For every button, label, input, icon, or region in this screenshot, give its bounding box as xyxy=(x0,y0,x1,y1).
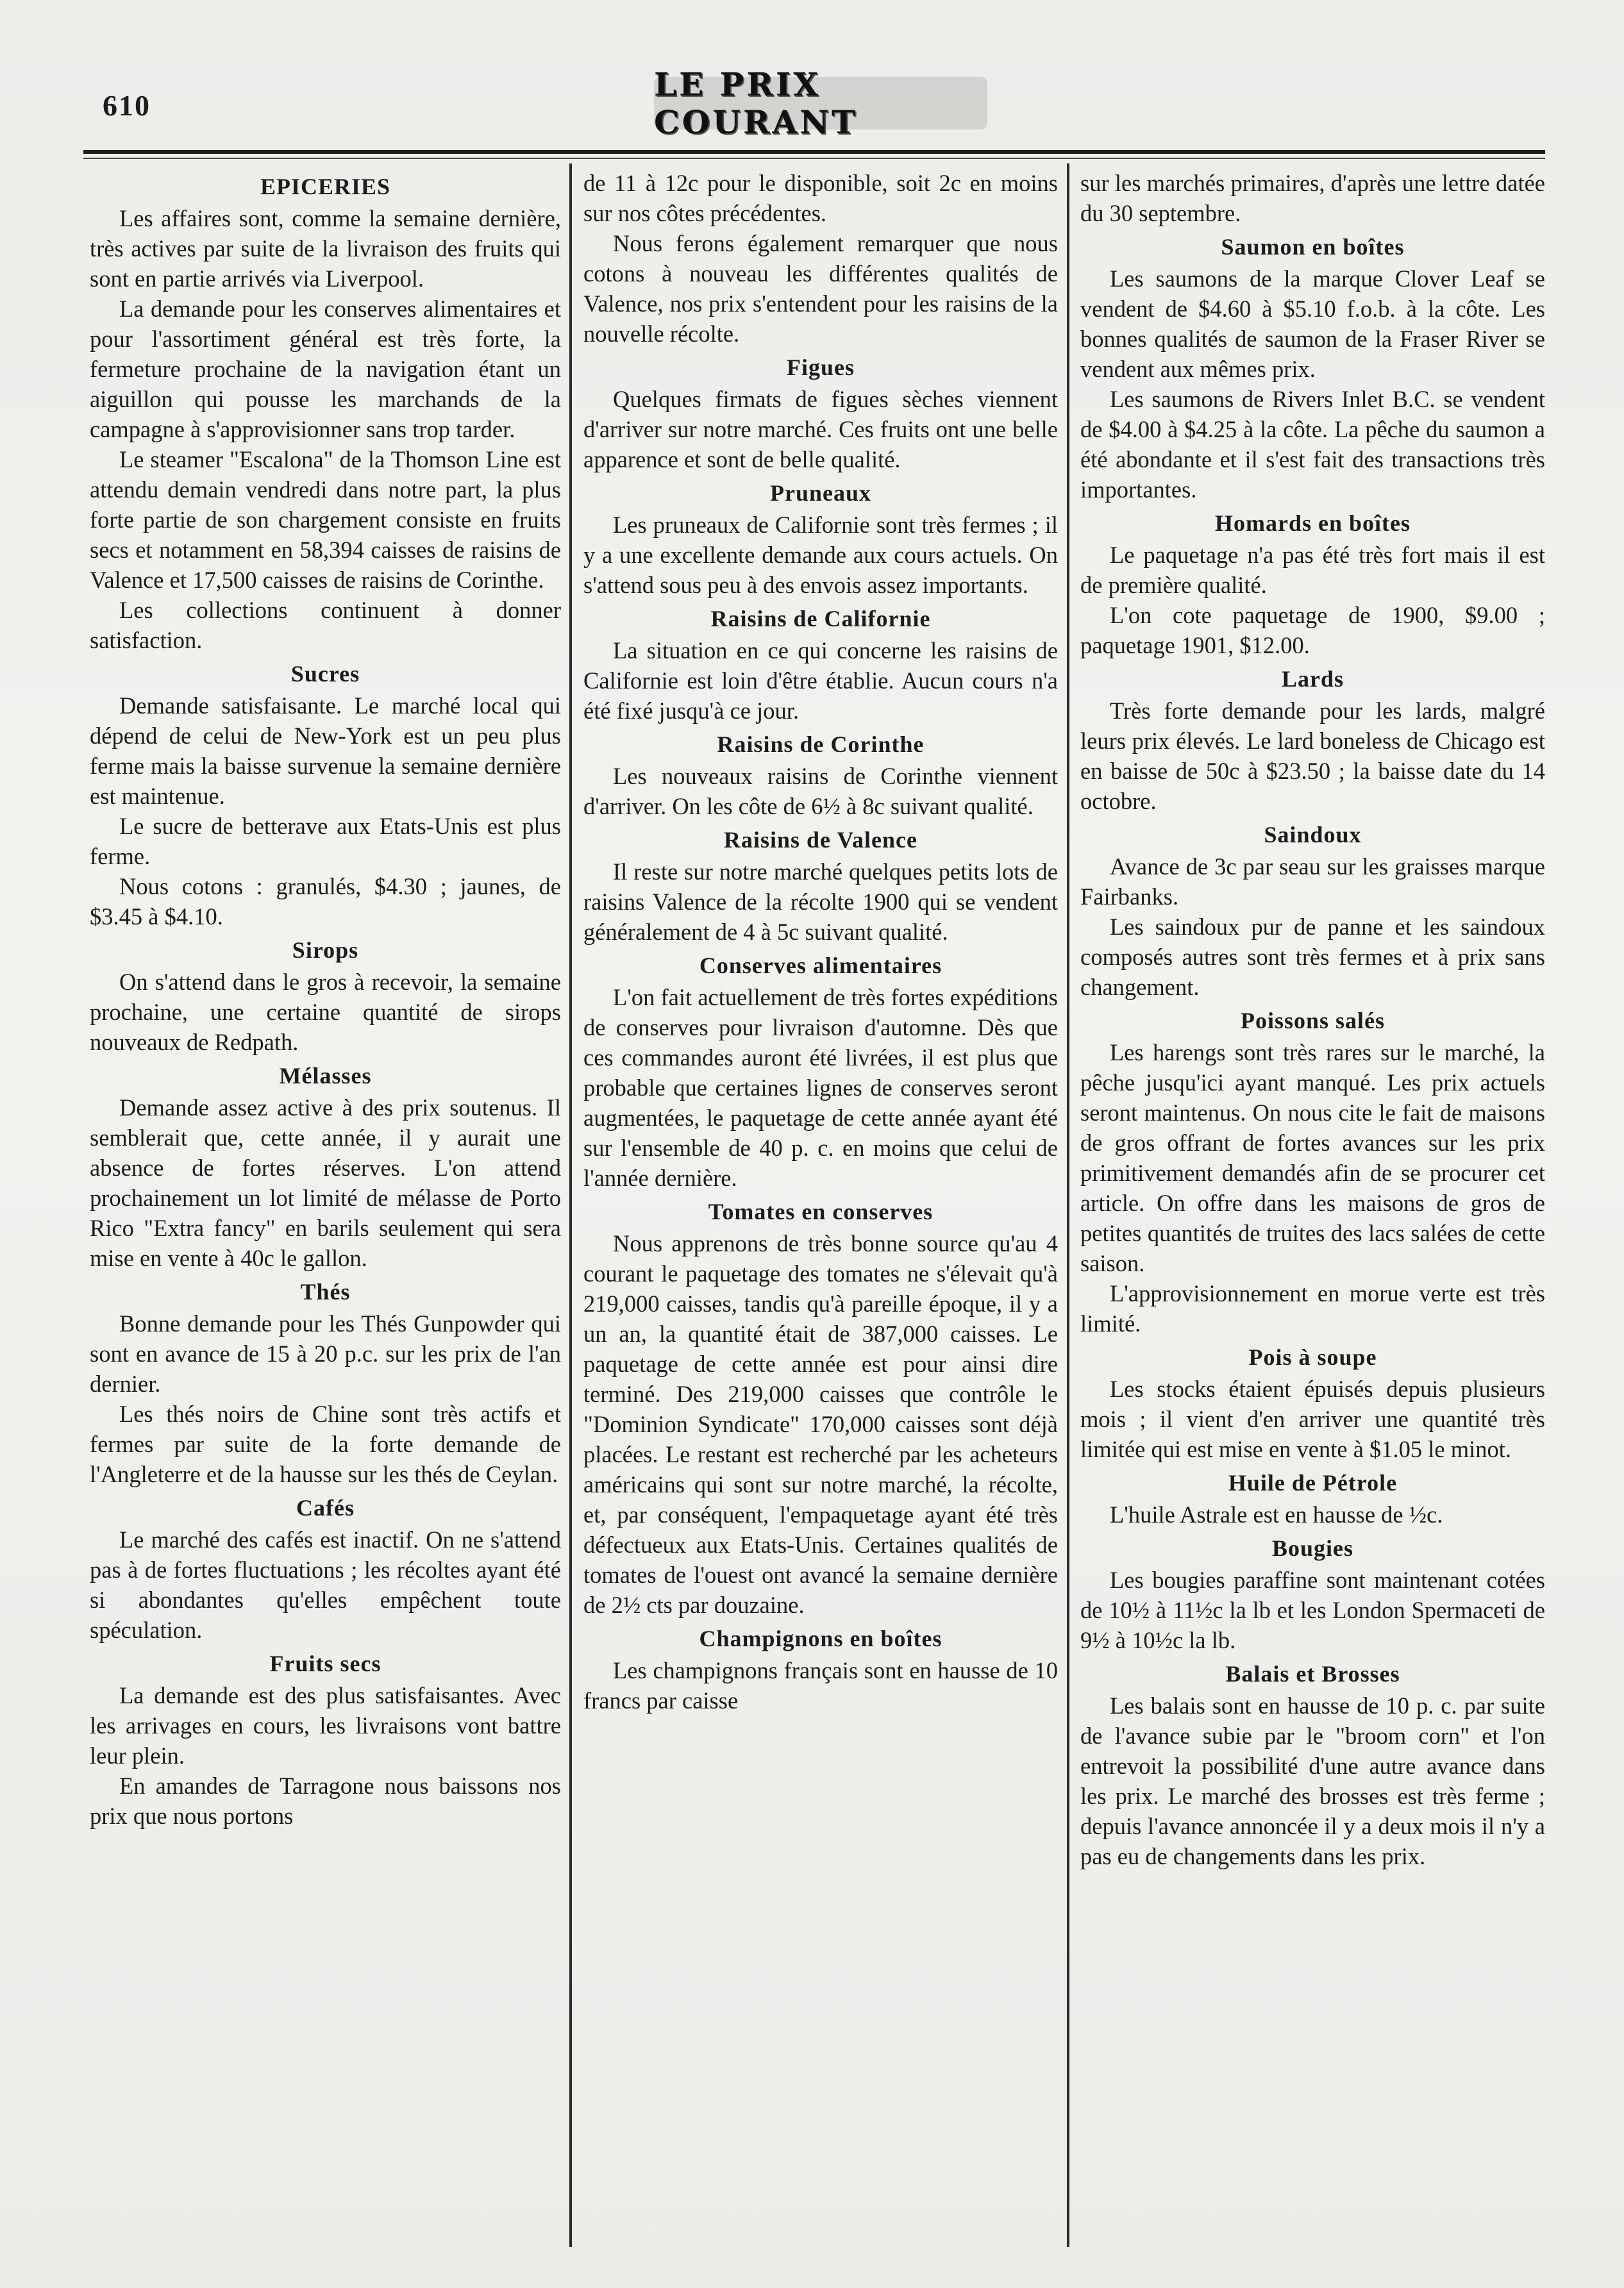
article-paragraph: On s'attend dans le gros à recevoir, la semaine prochaine, une certaine quantité de sirops nouveaux de Redpath. xyxy=(90,969,561,1055)
article-paragraph: Les stocks étaient épuisés depuis plusieurs mois ; il vient d'en arriver une quantité très limitée qui est mise en vente à $1.05 le minot. xyxy=(1080,1376,1545,1462)
section-heading: Cafés xyxy=(296,1495,355,1521)
article-paragraph: Nous ferons également remarquer que nous cotons à nouveau les différentes qualités de Valence, nos prix s'entendent pour les raisins de la nouvelle récolte. xyxy=(583,230,1058,347)
article-paragraph: Les saindoux pur de panne et les saindoux composés autres sont très fermes et à prix sans changement. xyxy=(1080,914,1545,1000)
article-paragraph: Très forte demande pour les lards, malgré leurs prix élevés. Le lard boneless de Chicago est en baisse de 50c à $23.50 ; la baisse date du 14 octobre. xyxy=(1080,697,1545,814)
article-paragraph: La situation en ce qui concerne les raisins de Californie est loin d'être établie. Aucun cours n'a été fixé jusqu'à ce jour. xyxy=(583,637,1058,724)
article-paragraph: Les harengs sont très rares sur le marché, la pêche jusqu'ici ayant manqué. Les prix actuels seront maintenus. On nous cite le fait de maisons de gros offrant de fortes avances sur les prix primitivement demandés afin de se procurer cet article. On offre dans les maisons de gros de petites quantités de truites des lacs salées de cette saison. xyxy=(1080,1039,1545,1276)
article-paragraph: Demande assez active à des prix soutenus. Il semblerait que, cette année, il y aurait une absence de fortes réserves. L'on attend prochainement un lot limité de mélasse de Porto Rico "Extra fancy" en barils seulement qui sera mise en vente à 40c le gallon. xyxy=(90,1094,561,1271)
section-heading: Poissons salés xyxy=(1240,1008,1385,1033)
section-heading: Figues xyxy=(786,355,855,380)
section-heading: Bougies xyxy=(1271,1535,1354,1561)
article-paragraph: Il reste sur notre marché quelques petits lots de raisins Valence de la récolte 1900 qui se vendent généralement de 4 à 5c suivant qualité. xyxy=(583,858,1058,945)
section-heading: Raisins de Californie xyxy=(710,606,931,631)
article-paragraph: L'on cote paquetage de 1900, $9.00 ; paquetage 1901, $12.00. xyxy=(1080,602,1545,658)
article-paragraph: Le marché des cafés est inactif. On ne s'attend pas à de fortes fluctuations ; les récoltes ayant été si abondantes qu'elles empêchent toute spéculation. xyxy=(90,1526,561,1643)
section-heading: Saindoux xyxy=(1264,822,1362,848)
article-paragraph: La demande pour les conserves alimentaires et pour l'assortiment général est très forte, la fermeture prochaine de la navigation étant un aiguillon qui pousse les marchands de la campagne à s'approvisionner sans trop tarder. xyxy=(90,296,561,442)
header-rule-thin xyxy=(83,158,1545,159)
section-heading: Homards en boîtes xyxy=(1215,510,1411,536)
section-heading: Raisins de Valence xyxy=(723,827,918,853)
article-paragraph: Les collections continuent à donner satisfaction. xyxy=(90,597,561,653)
article-paragraph: Les champignons français sont en hausse de 10 francs par caisse xyxy=(583,1657,1058,1714)
article-paragraph: L'approvisionnement en morue verte est très limité. xyxy=(1080,1280,1545,1337)
article-paragraph: Les saumons de Rivers Inlet B.C. se vendent de $4.00 à $4.25 à la côte. La pêche du saumon a été abondante et il s'est fait des transactions très importantes. xyxy=(1080,386,1545,503)
article-paragraph: Les bougies paraffine sont maintenant cotées de 10½ à 11½c la lb et les London Spermaceti de 9½ à 10½c la lb. xyxy=(1080,1567,1545,1653)
article-paragraph: Avance de 3c par seau sur les graisses marque Fairbanks. xyxy=(1080,853,1545,910)
article-paragraph: Quelques firmats de figues sèches viennent d'arriver sur notre marché. Ces fruits ont une belle apparence et sont de belle qualité. xyxy=(583,386,1058,472)
section-heading: Tomates en conserves xyxy=(708,1199,933,1224)
section-heading: Sucres xyxy=(290,661,360,687)
section-heading: Huile de Pétrole xyxy=(1228,1470,1398,1496)
section-heading: Saumon en boîtes xyxy=(1221,234,1405,260)
article-paragraph: de 11 à 12c pour le disponible, soit 2c en moins sur nos côtes précédentes. xyxy=(583,170,1058,226)
article-paragraph: Bonne demande pour les Thés Gunpowder qui sont en avance de 15 à 20 p.c. sur les prix de l'an dernier. xyxy=(90,1310,561,1397)
article-paragraph: Le paquetage n'a pas été très fort mais il est de première qualité. xyxy=(1080,542,1545,598)
section-heading: Raisins de Corinthe xyxy=(717,731,925,757)
article-paragraph: Les saumons de la marque Clover Leaf se vendent de $4.60 à $5.10 f.o.b. à la côte. Les bonnes qualités de saumon de la Fraser River se vendent aux mêmes prix. xyxy=(1080,265,1545,382)
section-heading: EPICERIES xyxy=(260,174,391,199)
section-heading: Pois à soupe xyxy=(1248,1344,1377,1370)
section-heading: Sirops xyxy=(292,937,359,963)
article-paragraph: Demande satisfaisante. Le marché local qui dépend de celui de New-York est un peu plus ferme mais la baisse survenue la semaine dernière est maintenue. xyxy=(90,692,561,809)
masthead: LE PRIX COURANT xyxy=(654,77,987,129)
section-heading: Thés xyxy=(300,1279,351,1305)
article-paragraph: Nous cotons : granulés, $4.30 ; jaunes, de $3.45 à $4.10. xyxy=(90,873,561,930)
page-number: 610 xyxy=(103,89,151,122)
article-paragraph: Les affaires sont, comme la semaine dernière, très actives par suite de la livraison des fruits qui sont en partie arrivés via Liverpool. xyxy=(90,205,561,292)
section-heading: Fruits secs xyxy=(269,1651,381,1676)
section-heading: Lards xyxy=(1281,666,1344,692)
column-divider xyxy=(1067,163,1069,2247)
article-paragraph: Nous apprenons de très bonne source qu'au 4 courant le paquetage des tomates ne s'élevait qu'à 219,000 caisses, tandis qu'à pareille époque, il y a un an, la quantité était de 387,000 caisses. Le paquetage de cette année est pour ainsi dire terminé. Des 219,000 caisses que contrôle le "Dominion Syndicate" 170,000 caisses sont déjà placées. Le restant est recherché par les acheteurs américains qui sont sur notre marché, la récolte, et, par conséquent, l'empaquetage ayant été très défectueux aux Etats-Unis. Certaines qualités de tomates de l'ouest ont avancé la semaine dernière de 2½ cts par douzaine. xyxy=(583,1230,1058,1618)
article-paragraph: Les thés noirs de Chine sont très actifs et fermes par suite de la forte demande de l'Angleterre et de la hausse sur les thés de Ceylan. xyxy=(90,1401,561,1487)
article-paragraph: Les balais sont en hausse de 10 p. c. par suite de l'avance subie par le "broom corn" et l'on entrevoit la possibilité d'une autre avance dans les prix. Le marché des brosses est très ferme ; depuis l'avance annoncée il y a deux mois il n'y a pas eu de changements dans les prix. xyxy=(1080,1692,1545,1869)
column-2 xyxy=(583,168,1058,2226)
article-paragraph: Le sucre de betterave aux Etats-Unis est plus ferme. xyxy=(90,813,561,869)
article-paragraph: La demande est des plus satisfaisantes. Avec les arrivages en cours, les livraisons vont battre leur plein. xyxy=(90,1682,561,1769)
article-paragraph: L'on fait actuellement de très fortes expéditions de conserves pour livraison d'automne. Dès que ces commandes auront été livrées, il est plus que probable que certaines lignes de conserves seront augmentées, le paquetage de cette année ayant été sur l'ensemble de 40 p. c. en moins que celui de l'année dernière. xyxy=(583,984,1058,1191)
article-paragraph: En amandes de Tarragone nous baissons nos prix que nous portons xyxy=(90,1773,561,1829)
article-paragraph: Les nouveaux raisins de Corinthe viennent d'arriver. On les côte de 6½ à 8c suivant qualité. xyxy=(583,763,1058,819)
column-divider xyxy=(569,163,572,2247)
column-3 xyxy=(1080,168,1545,2226)
header-rule xyxy=(83,150,1545,154)
section-heading: Balais et Brosses xyxy=(1225,1661,1400,1687)
section-heading: Conserves alimentaires xyxy=(699,953,942,978)
section-heading: Mélasses xyxy=(279,1063,372,1089)
article-paragraph: L'huile Astrale est en hausse de ½c. xyxy=(1110,1501,1443,1528)
article-paragraph: Les pruneaux de Californie sont très fermes ; il y a une excellente demande aux cours actuels. On s'attend sous peu à des envois assez importants. xyxy=(583,512,1058,598)
section-heading: Champignons en boîtes xyxy=(699,1626,942,1651)
article-paragraph: sur les marchés primaires, d'après une lettre datée du 30 septembre. xyxy=(1080,170,1545,226)
column-1 xyxy=(90,168,561,2226)
section-heading: Pruneaux xyxy=(769,480,871,506)
article-paragraph: Le steamer "Escalona" de la Thomson Line est attendu demain vendredi dans notre part, la plus forte partie de son chargement consiste en fruits secs et notamment en 58,394 caisses de raisins de Valence et 17,500 caisses de raisins de Corinthe. xyxy=(90,446,561,593)
